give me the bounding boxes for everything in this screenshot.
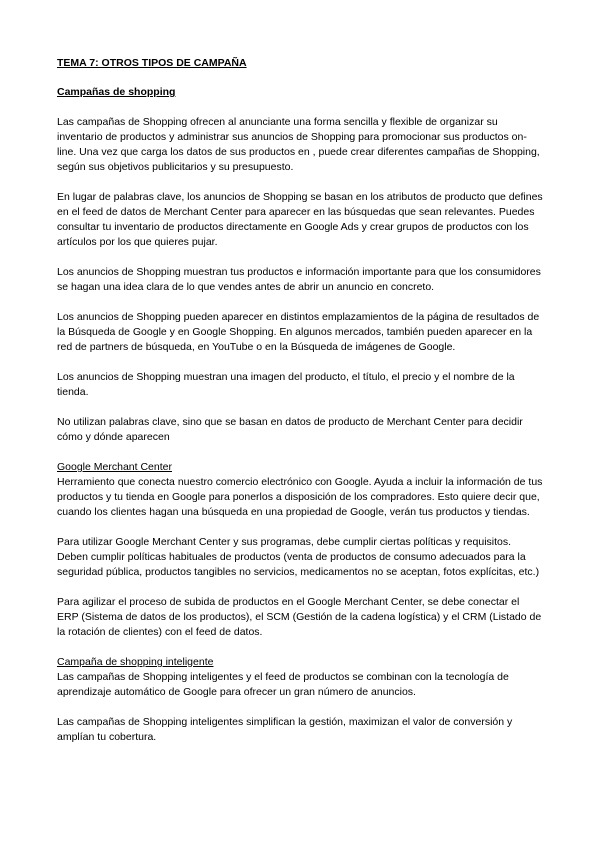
paragraph: Los anuncios de Shopping pueden aparecer en distintos emplazamientos de la página de resultados de la Búsqueda de Google y en Google Shopping. En algunos mercados, también pueden aparecer en la red de partners de búsqueda, en YouTube o en la Búsqueda de imágenes de Google. <box>57 311 540 353</box>
paragraph: Los anuncios de Shopping muestran una imagen del producto, el título, el precio y el nombre de la tienda. <box>57 371 515 398</box>
subheading-smart-shopping: Campaña de shopping inteligente <box>57 656 214 668</box>
paragraph: Para agilizar el proceso de subida de productos en el Google Merchant Center, se debe conectar el ERP (Sistema de datos de los productos), el SCM (Gestión de la cadena logística) y el CRM (Listado de la rotación de clientes) con el feed de datos. <box>57 596 542 638</box>
paragraph: Los anuncios de Shopping muestran tus productos e información importante para que los consumidores se hagan una idea clara de lo que vendes antes de abrir un anuncio en concreto. <box>57 266 541 293</box>
paragraph: Herramiento que conecta nuestro comercio electrónico con Google. Ayuda a incluir la información de tus productos y tu tienda en Google para ponerlos a disposición de los compradores. Esto quiere decir que, cuando los clientes hagan una búsqueda en una propiedad de Google, verán tus productos y tiendas. <box>57 476 543 518</box>
paragraph: No utilizan palabras clave, sino que se basan en datos de producto de Merchant Center para decidir cómo y dónde aparecen <box>57 416 523 443</box>
paragraph: En lugar de palabras clave, los anuncios de Shopping se basan en los atributos de producto que defines en el feed de datos de Merchant Center para aparecer en las búsquedas que sean relevantes. Puedes consultar tu inventario de productos directamente en Google Ads y crear grupos de productos con los artículos por los que quieres pujar. <box>57 191 543 248</box>
section-heading-shopping: Campañas de shopping <box>57 86 176 98</box>
paragraph: Las campañas de Shopping ofrecen al anunciante una forma sencilla y flexible de organizar su inventario de productos y administrar sus anuncios de Shopping para promocionar sus productos on-line. Una vez que carga los datos de sus productos en , puede crear diferentes campañas de Shopping, según sus objetivos publicitarios y su presupuesto. <box>57 116 540 173</box>
subheading-merchant-center: Google Merchant Center <box>57 461 172 473</box>
document-title: TEMA 7: OTROS TIPOS DE CAMPAÑA <box>57 57 247 69</box>
paragraph: Las campañas de Shopping inteligentes simplifican la gestión, maximizan el valor de conversión y amplían tu cobertura. <box>57 716 513 743</box>
document-body <box>57 56 543 760</box>
paragraph: Para utilizar Google Merchant Center y sus programas, debe cumplir ciertas políticas y requisitos. Deben cumplir políticas habituales de productos (venta de productos de consumo adecuados para la seguridad pública, productos tangibles no servicios, medicamentos no se aceptan, fotos explícitas, etc.) <box>57 536 540 578</box>
paragraph: Las campañas de Shopping inteligentes y el feed de productos se combinan con la tecnología de aprendizaje automático de Google para ofrecer un gran número de anuncios. <box>57 671 509 698</box>
